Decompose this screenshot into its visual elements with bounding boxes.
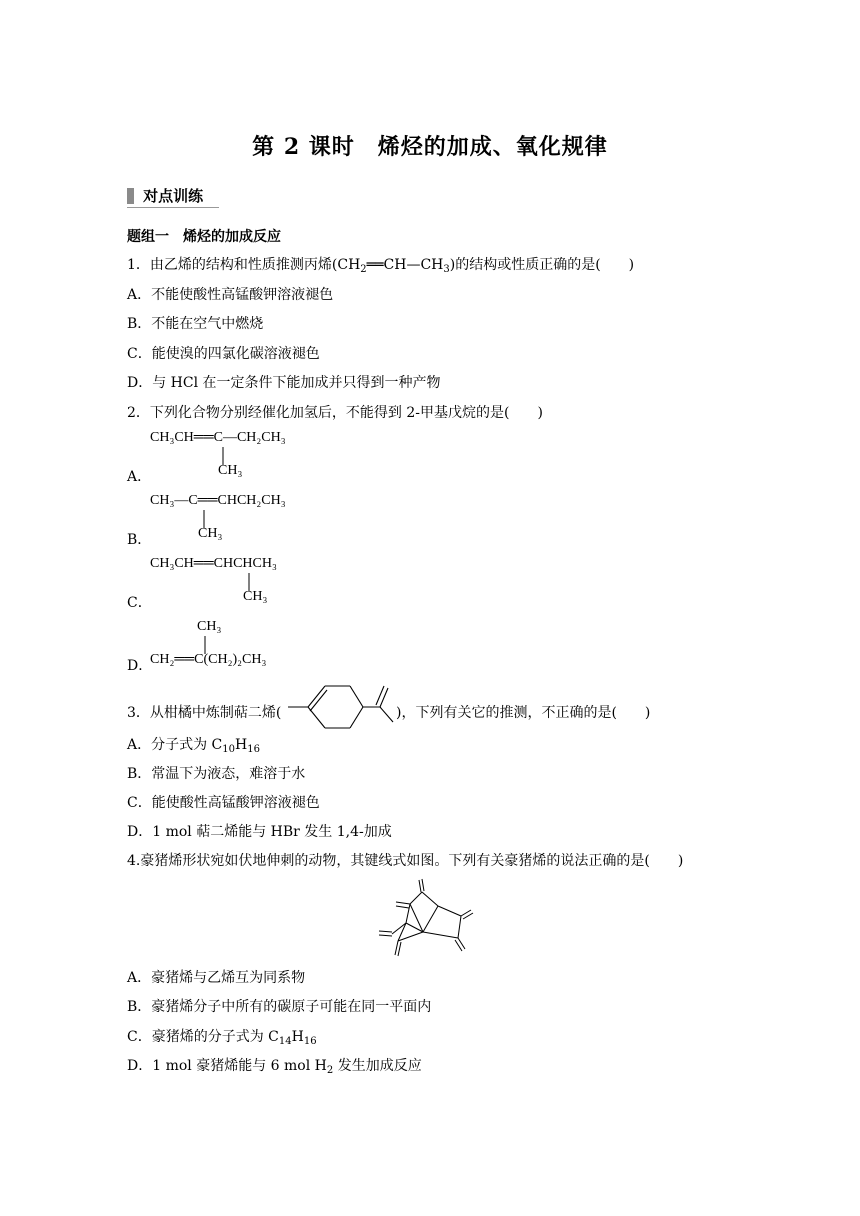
section-marker xyxy=(127,188,134,204)
q1-option-d: D．与 HCl 在一定条件下能加成并只得到一种产物 xyxy=(127,375,441,391)
q4-option-a: A．豪猪烯与乙烯互为同系物 xyxy=(127,970,306,986)
group-heading: 题组一 烯烃的加成反应 xyxy=(127,229,281,245)
q2-option-d-label: D． xyxy=(127,658,153,674)
section-underline xyxy=(127,207,219,208)
q1-option-c: C．能使溴的四氯化碳溶液褪色 xyxy=(127,346,320,362)
q2-a-formula-branch: CH₃ xyxy=(218,463,243,478)
q2-c-formula-main: CH₃CH══CHCHCH₃ xyxy=(150,556,277,571)
q2-d-formula-top: CH₃ xyxy=(197,619,222,634)
q3-stem-start: 3．从柑橘中炼制萜二烯( xyxy=(127,705,282,721)
page-title: 第 2 课时 烯烃的加成、氧化规律 xyxy=(252,134,608,160)
q3-option-c: C．能使酸性高锰酸钾溶液褪色 xyxy=(127,795,320,811)
q3-option-b: B．常温下为液态，难溶于水 xyxy=(127,766,306,782)
q3-stem-end: )，下列有关它的推测，不正确的是( ) xyxy=(396,705,651,721)
q4-option-c: C．豪猪烯的分子式为 $C_{14}H_{16}$ xyxy=(127,1029,317,1047)
section-header xyxy=(127,185,203,206)
q2-b-formula-main: CH₃—C══CHCH₂CH₃ xyxy=(150,493,286,508)
q4-stem: 4.豪猪烯形状宛如伏地伸刺的动物，其键线式如图。下列有关豪猪烯的说法正确的是( ) xyxy=(127,853,684,869)
q1-option-b: B．不能在空气中燃烧 xyxy=(127,316,264,332)
q2-d-formula-main: CH₂══C(CH₂)₂CH₃ xyxy=(150,652,267,667)
q3-option-d: D．1 mol 萜二烯能与 HBr 发生 1,4-加成 xyxy=(127,824,392,840)
q2-option-b-label: B． xyxy=(127,532,152,548)
q2-c-formula-branch: CH₃ xyxy=(243,589,268,604)
q2-stem: 2．下列化合物分别经催化加氢后，不能得到 2-甲基戊烷的是( ) xyxy=(127,405,543,421)
terpinene-structure xyxy=(288,682,398,732)
q2-option-a-label: A． xyxy=(127,469,152,485)
q2-option-c-label: C． xyxy=(127,595,152,611)
q4-option-d: D．1 mol 豪猪烯能与 6 mol $H_2$ 发生加成反应 xyxy=(127,1058,422,1076)
q3-option-a: A．分子式为 $C_{10}H_{16}$ xyxy=(127,737,260,755)
q2-a-formula-main: CH₃CH══C—CH₂CH₃ xyxy=(150,430,286,445)
section-label: 对点训练 xyxy=(143,187,204,205)
q4-option-b: B．豪猪烯分子中所有的碳原子可能在同一平面内 xyxy=(127,999,432,1015)
q1-stem: 1．由乙烯的结构和性质推测丙烯$(CH_2══CH—CH_3)$的结构或性质正确的是( ) xyxy=(127,257,635,275)
q1-option-a: A．不能使酸性高锰酸钾溶液褪色 xyxy=(127,287,334,303)
q2-b-formula-branch: CH₃ xyxy=(198,526,223,541)
porcupine-ene-structure xyxy=(378,876,488,976)
